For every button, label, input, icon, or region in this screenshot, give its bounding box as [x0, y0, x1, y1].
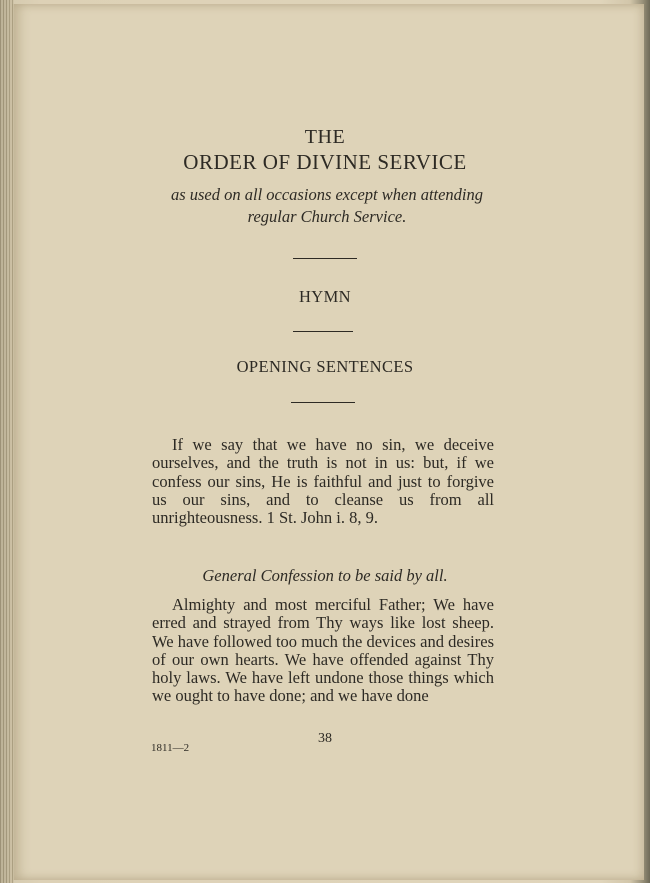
printer-signature: 1811—2 — [151, 742, 190, 754]
divider-rule-3 — [291, 402, 355, 403]
section-hymn: HYMN — [298, 287, 352, 306]
opening-sentences-text: If we say that we have no sin, we deceive ourselves, and the truth is not in us: but, if we confess our sins, He is faithful and just to forgive us our sins, and to cleanse us from all unrighteousness. 1 St. John i. 8, 9. — [152, 435, 494, 528]
section-opening-sentences: OPENING SENTENCES — [236, 357, 414, 376]
title-order-of-divine-service: ORDER OF DIVINE SERVICE — [183, 150, 467, 174]
confession-heading: General Confession to be said by all. — [202, 566, 448, 585]
confession-text: Almighty and most merciful Father; We have erred and strayed from Thy ways like lost sheep. We have followed too much the devices and desires of our own hearts. We have offended against Thy holy laws. We have left undone those things which we ought to have done; and we have done — [152, 595, 494, 706]
subtitle-text: as used on all occasions except when attending regular Church Service. — [170, 185, 484, 226]
divider-rule-2 — [293, 331, 353, 332]
subtitle — [0, 184, 650, 228]
title-the: THE — [304, 126, 346, 148]
divider-rule-1 — [293, 258, 357, 259]
page-number: 38 — [318, 731, 332, 746]
